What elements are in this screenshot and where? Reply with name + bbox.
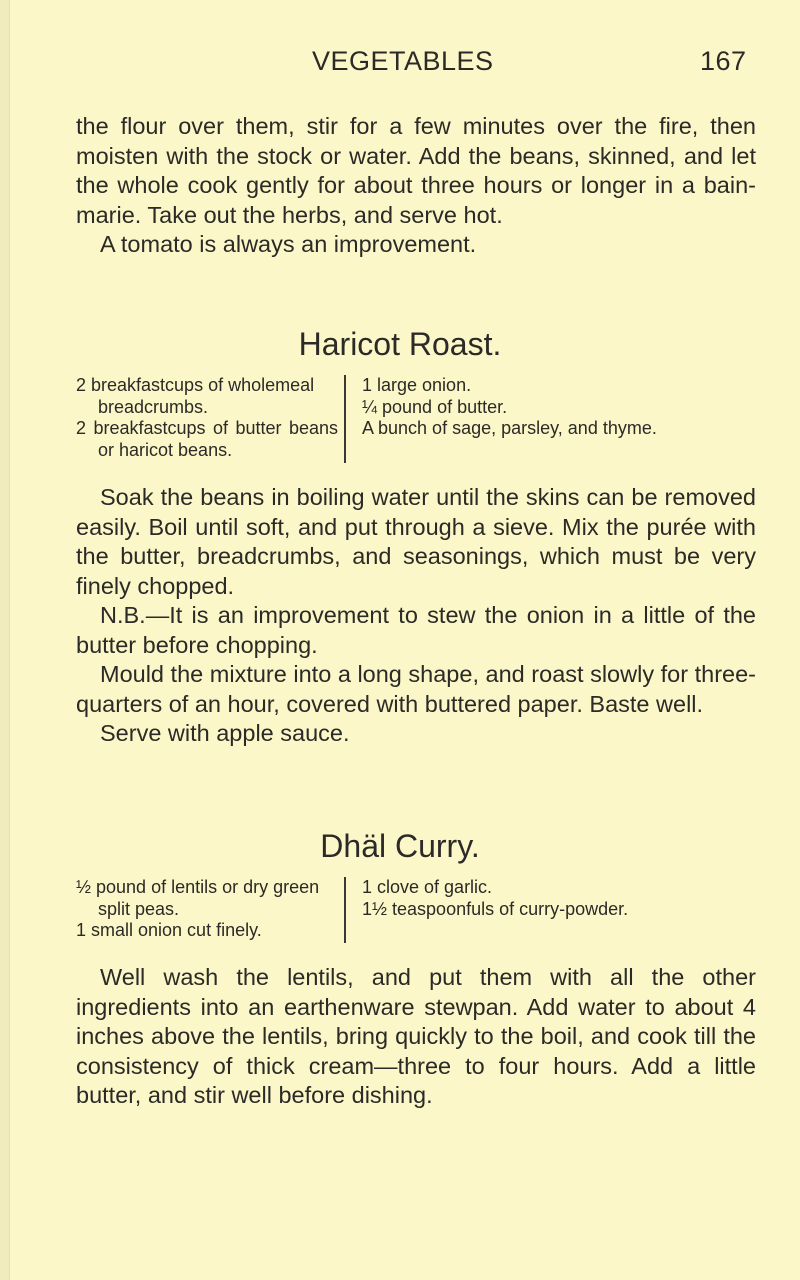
haricot-ingredients-right xyxy=(362,375,756,440)
recipe-title-dhal-curry: Dhäl Curry. xyxy=(320,828,480,864)
dhal-ingredients-left xyxy=(76,877,338,942)
haricot-ingredients xyxy=(76,375,756,463)
method-paragraph: N.B.—It is an improvement to stew the onion in a little of the butter before chopping. xyxy=(76,602,756,658)
method-paragraph: Well wash the lentils, and put them with all the other ingredients into an earthenware stewpan. Add water to about 4 inches above the lentils, bring quickly to the boil, and cook till the consistency of thick cream—three to four hours. Add a little butter, and stir well before dishing. xyxy=(76,964,756,1108)
haricot-ingredients-left xyxy=(76,375,338,461)
dhal-ingredients-right xyxy=(362,877,756,920)
ingredient-item: 1 small onion cut finely. xyxy=(76,920,262,940)
running-head xyxy=(0,46,800,82)
column-divider xyxy=(344,375,346,463)
dhal-method xyxy=(76,963,756,1111)
ingredient-item: 2 breakfastcups of wholemeal breadcrumbs. xyxy=(76,375,315,417)
method-paragraph: Serve with apple sauce. xyxy=(100,720,350,746)
column-divider xyxy=(344,877,346,943)
intro-note: A tomato is always an improvement. xyxy=(100,231,477,257)
chapter-title: VEGETABLES xyxy=(312,46,494,76)
ingredient-item: 2 breakfastcups of butter beans or haricot beans. xyxy=(76,418,338,460)
ingredient-item: A bunch of sage, parsley, and thyme. xyxy=(362,418,657,438)
haricot-method xyxy=(76,483,756,749)
ingredient-item: ½ pound of lentils or dry green split peas. xyxy=(76,877,320,919)
method-paragraph: Soak the beans in boiling water until the skins can be removed easily. Boil until soft, and put through a sieve. Mix the purée with the butter, breadcrumbs, and seasonings, which must be very finely chopped. xyxy=(76,484,756,599)
ingredient-item: 1 clove of garlic. xyxy=(362,877,493,897)
page-edge xyxy=(0,0,10,1280)
dhal-ingredients xyxy=(76,877,756,943)
intro-text xyxy=(76,112,756,260)
ingredient-item: ¼ pound of butter. xyxy=(362,396,508,417)
page-number: 167 xyxy=(700,46,747,76)
intro-paragraph: the flour over them, stir for a few minutes over the fire, then moisten with the stock or water. Add the beans, skinned, and let the whole cook gently for about three hours or longer in a bain-marie. Take out the herbs, and serve hot. xyxy=(76,113,756,228)
ingredient-item: 1 large onion. xyxy=(362,375,472,395)
recipe-title-haricot-roast: Haricot Roast. xyxy=(298,326,502,362)
ingredient-item: 1½ teaspoonfuls of curry-powder. xyxy=(362,898,629,919)
method-paragraph: Mould the mixture into a long shape, and roast slowly for three-quarters of an hour, covered with buttered paper. Baste well. xyxy=(76,661,756,717)
